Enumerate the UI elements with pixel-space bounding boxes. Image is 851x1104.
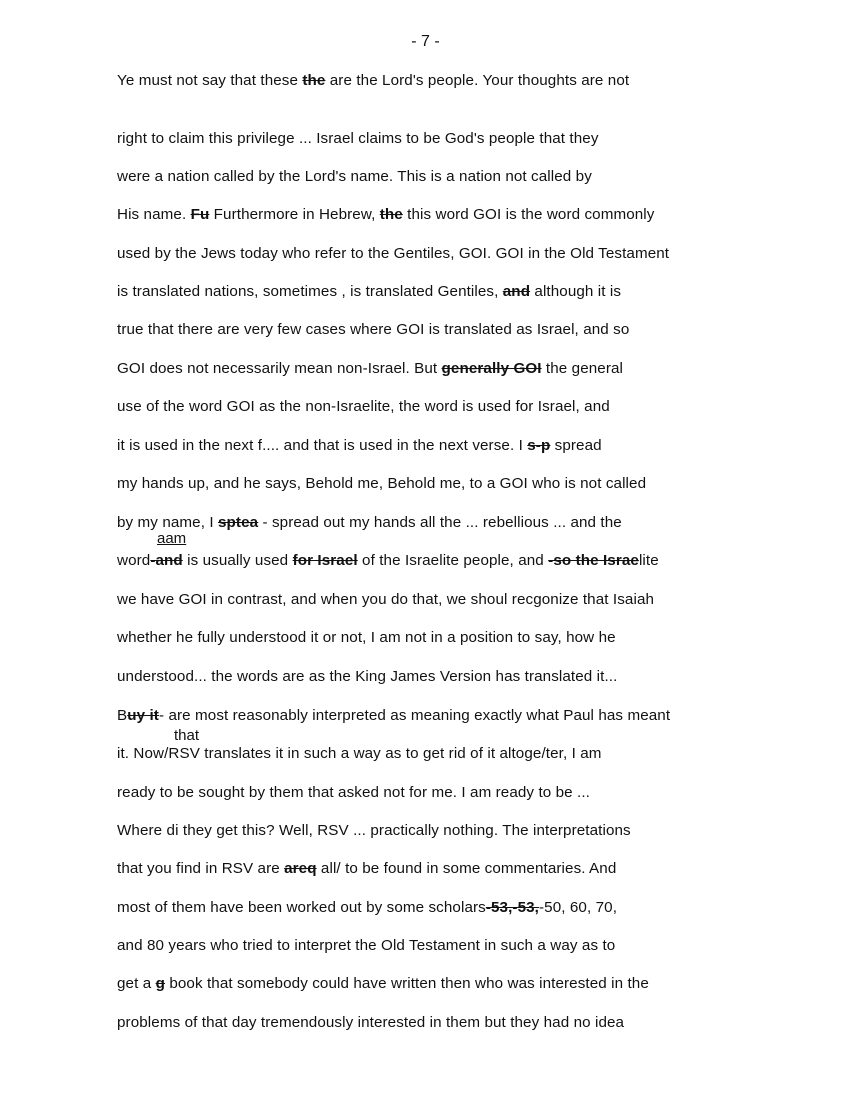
struck-text: areq (284, 860, 317, 877)
text-segment: that you find in RSV are (117, 860, 285, 877)
text-segment: ready to be sought by them that asked not for me. I am ready to be ... (117, 784, 591, 801)
text-segment: problems of that day tremendously interested in them but they had no idea (117, 1014, 625, 1031)
text-line (117, 513, 622, 533)
text-line (117, 667, 617, 687)
text-segment: used by the Jews today who refer to the Gentiles, GOI. GOI in the Old Testament (117, 245, 670, 262)
text-segment: this word GOI is the word commonly (402, 206, 655, 223)
text-segment: it is used in the next f.... and that is used in the next verse. I (117, 437, 528, 454)
text-segment: - are most reasonably interpreted as meaning exactly what Paul has meant (158, 707, 671, 724)
text-segment: of the Israelite people, and (357, 552, 549, 569)
text-line (117, 859, 616, 879)
text-segment: -50, 60, 70, (538, 899, 618, 916)
text-line (117, 898, 617, 918)
text-segment: is usually used (182, 552, 293, 569)
text-line (117, 974, 649, 994)
text-line (117, 474, 646, 494)
text-segment: get a (117, 975, 156, 992)
text-line (117, 821, 631, 841)
struck-text: the (379, 206, 403, 223)
text-line (117, 397, 610, 417)
text-line (117, 359, 623, 379)
struck-text: for Israel (292, 552, 358, 569)
text-segment: we have GOI in contrast, and when you do that, we shoul recgonize that Isaiah (117, 591, 655, 608)
text-line (117, 706, 670, 726)
struck-text: Fu (190, 206, 210, 223)
struck-text: sptea (218, 514, 259, 531)
struck-text: uy it (127, 707, 159, 724)
text-line (117, 436, 602, 456)
struck-text: -so the Israe (548, 552, 639, 569)
text-line (117, 205, 654, 225)
text-line (117, 320, 629, 340)
text-segment: whether he fully understood it or not, I am not in a position to say, how he (117, 629, 616, 646)
text-segment: true that there are very few cases where GOI is translated as Israel, and so (117, 321, 630, 338)
struck-text: the (302, 72, 326, 89)
struck-text: -and (150, 552, 183, 569)
struck-text: g (155, 975, 165, 992)
text-segment: spread (550, 437, 602, 454)
text-line (117, 783, 590, 803)
struck-text: generally GOI (441, 360, 542, 377)
text-segment: Where di they get this? Well, RSV ... practically nothing. The interpretations (117, 822, 631, 839)
text-segment: are the Lord's people. Your thoughts are not (325, 72, 630, 89)
text-segment: use of the word GOI as the non-Israelite, the word is used for Israel, and (117, 398, 610, 415)
text-segment: although it is (530, 283, 622, 300)
struck-text: s-p (527, 437, 551, 454)
handwritten-insertion-that: that (174, 727, 200, 744)
text-segment: word (117, 552, 151, 569)
text-line (117, 244, 669, 264)
text-line (117, 1013, 624, 1033)
text-line (117, 628, 616, 648)
text-segment: GOI does not necessarily mean non-Israel. But (117, 360, 442, 377)
text-line (117, 71, 629, 91)
text-segment: my hands up, and he says, Behold me, Behold me, to a GOI who is not called (117, 475, 647, 492)
text-segment: Furthermore in Hebrew, (209, 206, 380, 223)
text-segment: were a nation called by the Lord's name. This is a nation not called by (117, 168, 592, 185)
text-line (117, 129, 599, 149)
text-segment: His name. (117, 206, 191, 223)
text-segment: B (117, 707, 128, 724)
text-segment: it. Now/RSV translates it in such a way as to get rid of it altoge/ter, I am (117, 745, 602, 762)
page-number: - 7 - (411, 33, 440, 50)
text-segment: is translated nations, sometimes , is translated Gentiles, (117, 283, 503, 300)
struck-text: -53,-53, (485, 899, 539, 916)
handwritten-insertion-aam: aam (157, 530, 187, 547)
text-segment: right to claim this privilege ... Israel claims to be God's people that they (117, 130, 599, 147)
text-segment: the general (541, 360, 624, 377)
text-line (117, 936, 615, 956)
text-line (117, 744, 602, 764)
text-segment: by my name, I (117, 514, 218, 531)
text-line (117, 551, 659, 571)
text-segment: lite (638, 552, 659, 569)
text-segment: - spread out my hands all the ... rebellious ... and the (258, 514, 622, 531)
text-line (117, 282, 621, 302)
text-line (117, 167, 592, 187)
text-segment: understood... the words are as the King James Version has translated it... (117, 668, 618, 685)
text-segment: Ye must not say that these (117, 72, 303, 89)
text-segment: book that somebody could have written then who was interested in the (165, 975, 649, 992)
text-line (117, 590, 654, 610)
text-segment: and 80 years who tried to interpret the Old Testament in such a way as to (117, 937, 616, 954)
struck-text: and (502, 283, 531, 300)
text-segment: most of them have been worked out by some scholars (117, 899, 486, 916)
text-segment: all/ to be found in some commentaries. And (316, 860, 617, 877)
